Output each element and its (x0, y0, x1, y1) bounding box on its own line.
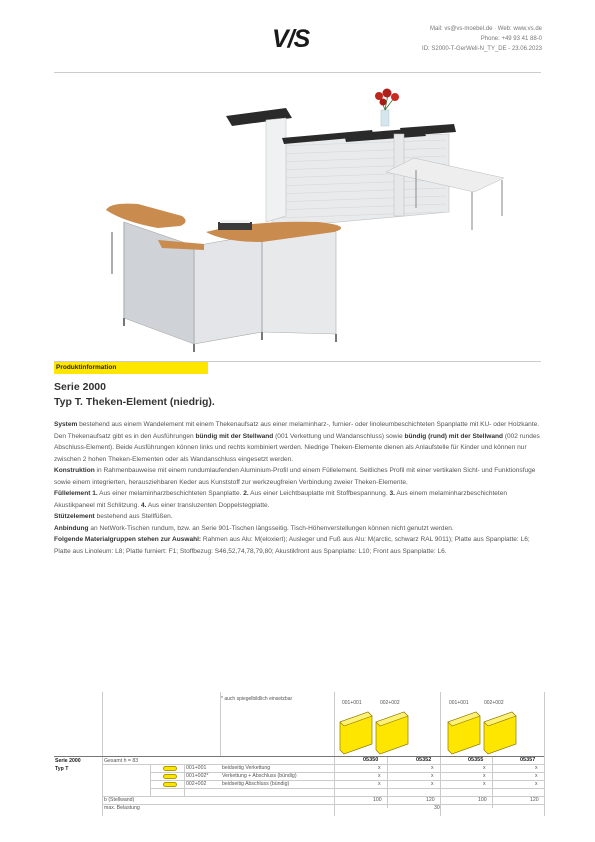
article-05355: 05355 (468, 757, 484, 763)
option-mark: x (483, 765, 486, 771)
option-swatch-icon (163, 766, 177, 771)
paragraph-materials: Folgende Materialgruppen stehen zur Auswahl: Rahmen aus Alu: M(eloxiert); Ausleger und Fuß aus Alu: M(arctic, schwarz RAL 9011); Platte aus Spanplatte: L6; Platte aus Linoleum: L8; Platte furniert: F1; Stoffbezug: S46,52,74,78,79,80; Akustikfront aus Spanplatte: L10; Front aus Spanplatte: L6. (54, 536, 530, 555)
option-desc: Verkettung + Abschluss (bündig) (222, 773, 297, 779)
table-vline (150, 764, 151, 796)
paragraph-system: System bestehend aus einem Wandelement mit einem Thekenaufsatz aus einer melaminharz-, furnier- oder linoleumbeschichteten Spanplatte mit KU- oder Holzkante. Den Thekenaufsatz gibt es in den Ausführungen bündig mit der Stellwand (001 Verkettung und Wandanschluss) sowie bündig (rund) mit der Stellwand (002 rundes Abschluss-Element). Beide Ausführungen können links und rechts kombiniert werden. Niedrige Theken-Elemente dienen als Anlaufstelle für Kinder und können nur zwischen 2 hohen Theken-Elementen oder als Wandanschluss eingesetzt werden. (54, 421, 540, 463)
option-mark: x (535, 765, 538, 771)
width-value: 100 (478, 797, 487, 803)
article-05352: 05352 (416, 757, 432, 763)
option-mark: x (483, 781, 486, 787)
load-value: 30 (434, 805, 440, 811)
paragraph-filling: Füllelement 1. Aus einer melaminharzbeschichteten Spanplatte. 2. Aus einer Leichtbauplatte mit Stoffbespannung. 3. Aus einem melaminharzbeschichteten Akustikpaneel mit Schlitzung. 4. Aus einer transluzenten Doppelstegplatte. (54, 490, 508, 509)
product-icon-05350-05352 (336, 708, 416, 756)
load-label: max. Belastung (104, 805, 140, 811)
paragraph-support: Stützelement bestehend aus Stellfüßen. (54, 513, 173, 520)
document-id: ID: S2000-T-GerWell-N_TY_DE - 23.06.2023 (422, 46, 542, 52)
type-label: Typ T (55, 766, 69, 772)
option-mark: x (431, 781, 434, 787)
contact-block (422, 24, 542, 54)
option-code: 001+001 (186, 765, 207, 771)
product-icon-05355-05357 (444, 708, 524, 756)
back-counter-illustration (226, 89, 504, 231)
paragraph-construction: Konstruktion in Rahmenbauweise mit einem rundumlaufenden Aluminium-Profil und einem Füllelement. Seitliches Profil mit einer vertikalen Sicht- und Funktionsfuge sowie einem integrierten, herausziehbaren Keder aus Kunststoff zur werkzeugfreien Verbindung zweier Theken-Elemente. (54, 467, 536, 486)
article-05357: 05357 (520, 757, 536, 763)
width-value: 120 (426, 797, 435, 803)
group-header-1: 001+001 (342, 700, 362, 706)
header-divider (54, 72, 541, 73)
option-mark: x (378, 773, 381, 779)
article-05350: 05350 (363, 757, 379, 763)
width-value: 100 (373, 797, 382, 803)
contact-phone: Phone: +49 93 41 88-0 (480, 36, 542, 42)
series-label: Serie 2000 (55, 758, 81, 764)
option-swatch-icon (163, 774, 177, 779)
option-swatch-icon (163, 782, 177, 787)
option-mark: x (483, 773, 486, 779)
vs-logo: V/S (272, 25, 310, 53)
contact-email-web: Mail: vs@vs-moebel.de · Web: www.vs.de (429, 26, 542, 32)
type-title: Typ T. Theken-Element (niedrig). (54, 396, 215, 408)
width-label: b (Stellwand) (104, 797, 135, 803)
option-mark: x (535, 773, 538, 779)
group-header-4: 002+002 (484, 700, 504, 706)
table-vline (544, 692, 545, 816)
product-description (54, 419, 544, 557)
series-title: Serie 2000 (54, 381, 106, 393)
table-vline (440, 692, 441, 816)
group-header-3: 001+001 (449, 700, 469, 706)
table-hline (102, 804, 544, 805)
option-code: 002+002 (186, 781, 207, 787)
total-height: Gesamt h = 83 (104, 758, 139, 764)
option-desc: beidseitig Abschluss (bündig) (222, 781, 290, 787)
product-photo (54, 82, 541, 360)
width-value: 120 (530, 797, 539, 803)
table-vline (102, 692, 103, 816)
table-hline (150, 788, 544, 789)
product-title (54, 380, 215, 410)
table-vline (334, 692, 335, 816)
table-vline (184, 764, 185, 796)
group-header-2: 002+002 (380, 700, 400, 706)
option-code: 001+002* (186, 773, 209, 779)
front-counter-illustration (106, 204, 341, 352)
option-desc: beidseitig Verkettung (222, 765, 271, 771)
mirror-note: * auch spiegelbildlich einsetzbar (221, 696, 293, 702)
paragraph-connection: Anbindung an NetWork-Tischen rundum, bzw. an Serie 901-Tischen längsseitig. Tisch-Höhenverstellungen können nicht genutzt werden. (54, 524, 454, 532)
table-vline (220, 692, 221, 756)
option-mark: x (431, 773, 434, 779)
section-badge: Produktinformation (54, 362, 208, 374)
option-mark: x (431, 765, 434, 771)
table-hline (102, 764, 544, 765)
option-mark: x (378, 781, 381, 787)
option-mark: x (378, 765, 381, 771)
option-mark: x (535, 781, 538, 787)
